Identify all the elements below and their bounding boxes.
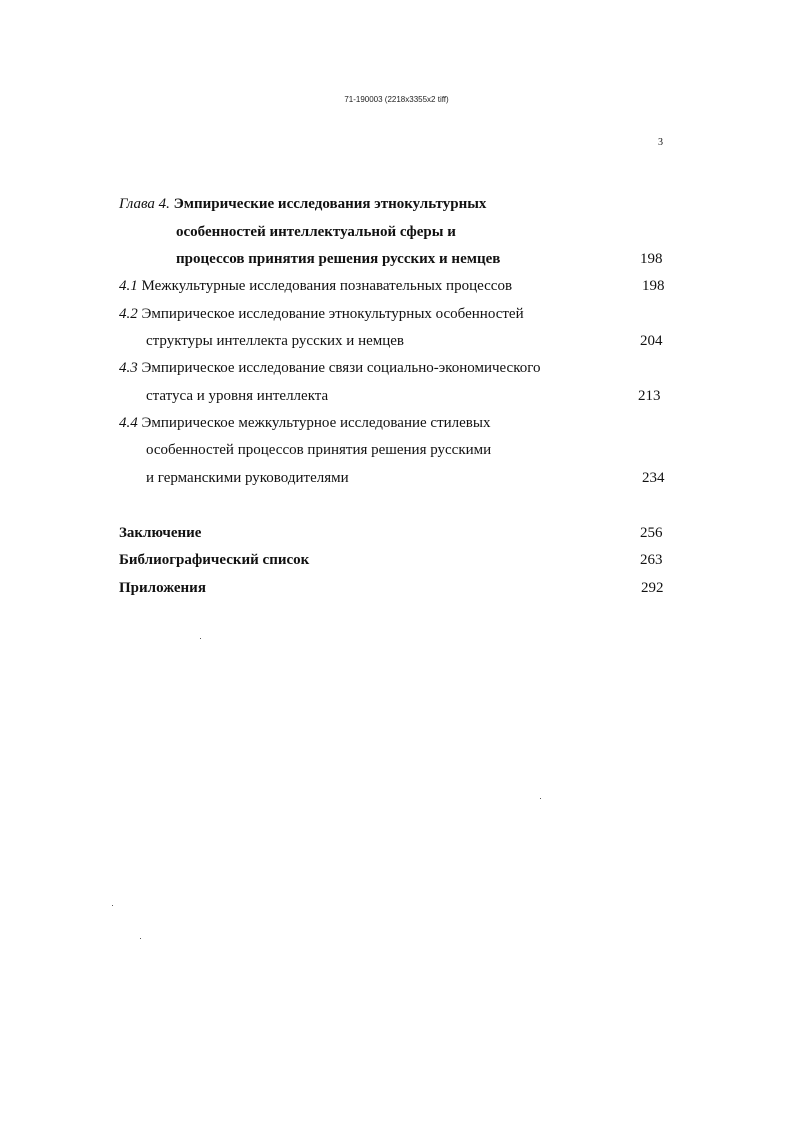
toc-entry-title: Эмпирическое исследование связи социально-экономического <box>141 360 541 376</box>
toc-entry-title: Эмпирическое межкультурное исследование стилевых <box>141 415 491 431</box>
scan-speck <box>140 938 141 939</box>
scan-speck <box>200 638 201 639</box>
scan-speck <box>540 798 541 799</box>
toc-entry-4-3 <box>119 359 541 377</box>
chapter-4-heading <box>119 195 486 213</box>
toc-entry-title: Межкультурные исследования познавательных процессов <box>141 278 513 294</box>
toc-appendices: Приложения <box>119 580 206 596</box>
toc-bibliography-page: 263 <box>640 552 663 568</box>
chapter-4-title-line2: особенностей интеллектуальной сферы и <box>176 224 456 240</box>
toc-entry-page: 204 <box>640 333 663 349</box>
toc-conclusion-page: 256 <box>640 525 663 541</box>
toc-entry-page: 234 <box>642 470 665 486</box>
scan-speck <box>112 905 113 906</box>
scan-id-label: 71-190003 (2218x3355x2 tiff) <box>344 95 449 104</box>
toc-bibliography: Библиографический список <box>119 552 310 568</box>
toc-entry-number: 4.3 <box>119 360 138 376</box>
chapter-4-title-line1: Эмпирические исследования этнокультурных <box>173 196 487 212</box>
toc-entry-title-cont: структуры интеллекта русских и немцев <box>146 333 405 349</box>
toc-entry-4-4 <box>119 414 490 432</box>
toc-entry-4-1 <box>119 277 512 295</box>
toc-entry-title: Эмпирическое исследование этнокультурных особенностей <box>141 306 524 322</box>
chapter-4-title-line3: процессов принятия решения русских и немцев <box>176 251 501 267</box>
toc-conclusion: Заключение <box>119 525 202 541</box>
toc-entry-page: 213 <box>638 388 661 404</box>
toc-entry-number: 4.1 <box>119 278 138 294</box>
toc-entry-number: 4.4 <box>119 415 138 431</box>
toc-appendices-page: 292 <box>641 580 664 596</box>
toc-entry-4-2 <box>119 305 524 323</box>
toc-entry-title-cont: особенностей процессов принятия решения русскими <box>146 442 492 458</box>
toc-entry-title-cont: статуса и уровня интеллекта <box>146 388 329 404</box>
chapter-4-page: 198 <box>640 251 663 267</box>
toc-entry-title-cont: и германскими руководителями <box>146 470 349 486</box>
page-number: 3 <box>658 137 663 148</box>
chapter-4-prefix: Глава 4. <box>119 196 170 212</box>
toc-entry-page: 198 <box>642 278 665 294</box>
toc-entry-number: 4.2 <box>119 306 138 322</box>
